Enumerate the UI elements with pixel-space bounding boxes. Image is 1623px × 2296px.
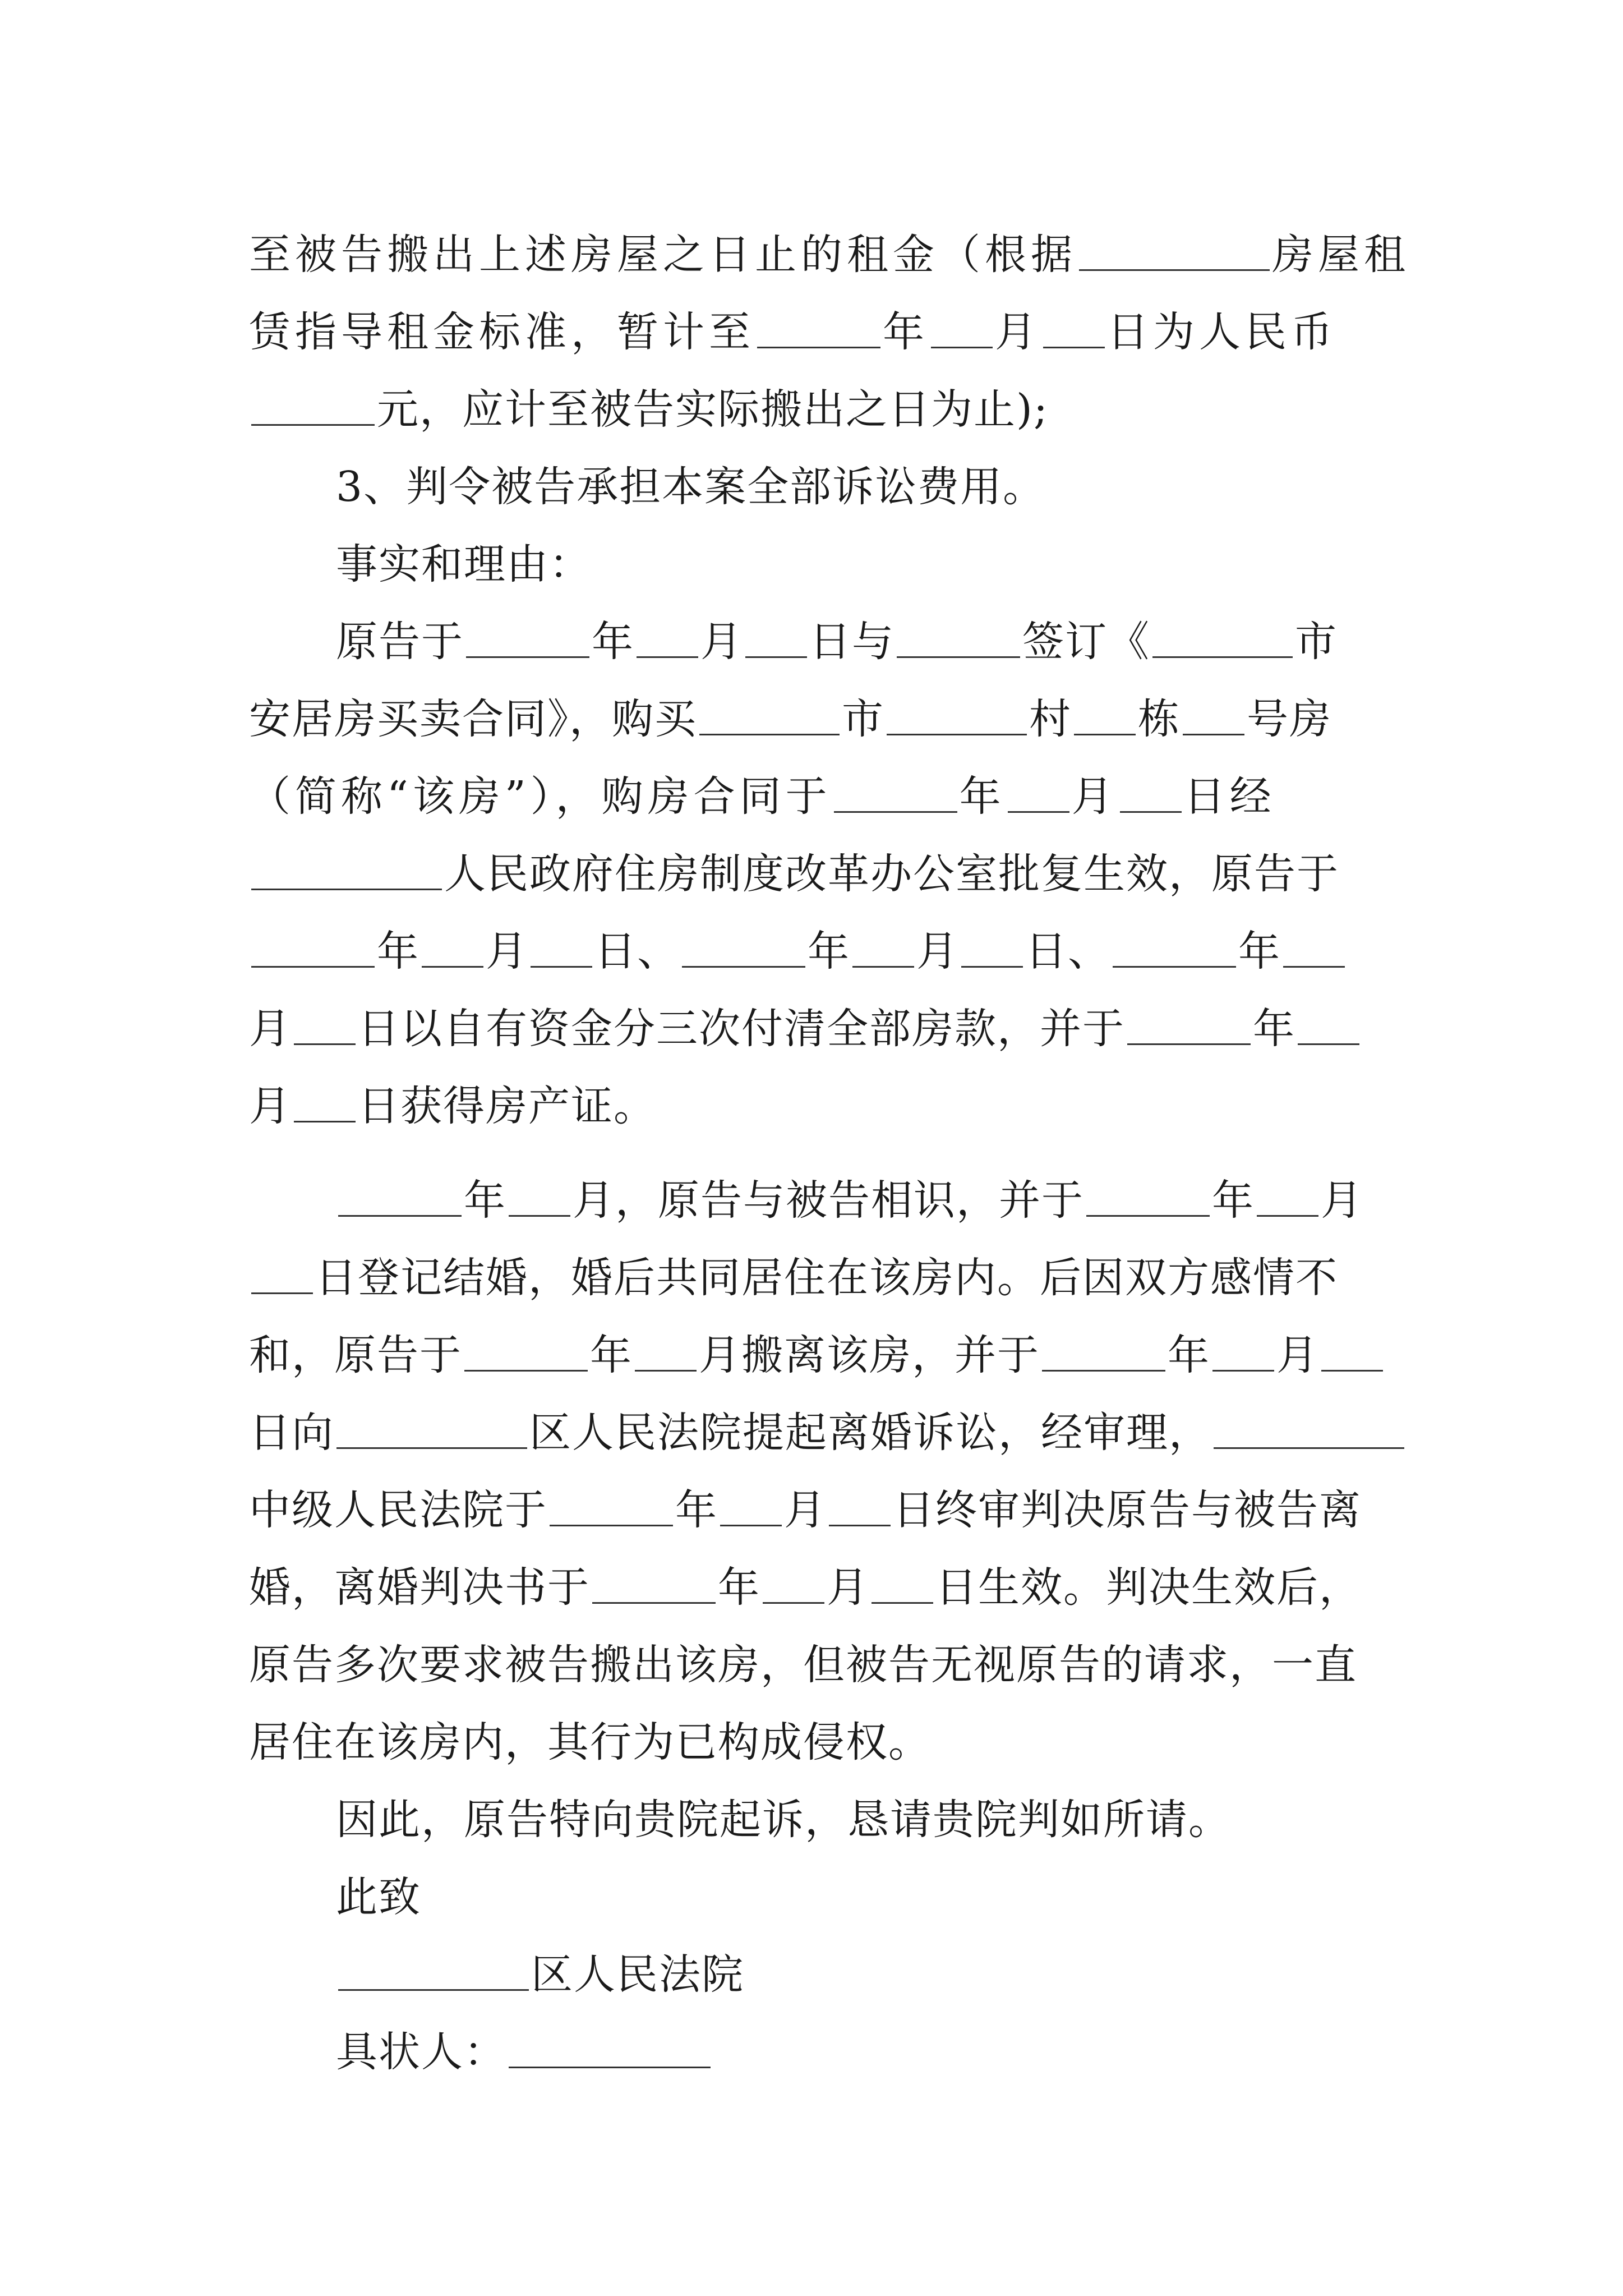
text-line [249,371,1393,448]
fill-blank [872,1568,933,1604]
text-segment: 中级人民法院于 [249,1486,547,1534]
text-segment: 日终审判决原告与被告离 [893,1486,1362,1534]
text-segment: 月，原告与被告相识，并于 [573,1176,1084,1225]
fill-blank [1283,932,1345,968]
text-segment: 村 [1029,695,1072,743]
fill-blank [251,932,375,968]
text-segment: 日、 [594,927,680,976]
text-segment: 居住在该房内，其行为已构成侵权。 [249,1718,931,1766]
fill-blank [682,932,805,968]
text-segment: 日生效。判决生效后， [935,1563,1362,1612]
text-segment: 月 [700,618,743,666]
text-segment: 3、判令被告承担本案全部诉讼费用。 [336,463,1046,511]
text-segment: 月 [1276,1331,1319,1379]
text-segment: 月 [249,1005,292,1053]
fill-blank [1183,700,1244,735]
text-line [249,1068,1393,1145]
fill-blank [251,855,442,890]
fill-blank [1298,1010,1359,1045]
fill-blank [1152,623,1293,658]
text-segment: 赁指导租金标准，暂计至 [249,308,755,356]
paragraph-gap [249,1145,1393,1162]
fill-blank [338,1955,529,1991]
text-segment: 月 [1071,772,1118,821]
text-segment: 年 [592,618,634,666]
text-segment: 市 [1295,618,1338,666]
text-segment: 年 [377,927,419,976]
fill-blank [635,1336,697,1372]
fill-blank [763,1568,824,1604]
fill-blank [897,623,1020,658]
text-segment: （简称“该房”），购房合同于 [249,772,832,821]
fill-blank [1212,1336,1274,1372]
text-segment: 年 [1212,1176,1255,1225]
fill-blank [466,623,589,658]
text-segment: 和，原告于 [249,1331,462,1379]
fill-blank [834,777,957,813]
text-segment: 日经 [1183,772,1276,821]
fill-blank [336,1414,527,1449]
text-segment: 因此，原告特向贵院起诉，恳请贵院判如所请。 [336,1796,1231,1844]
fill-blank [338,1181,462,1217]
fill-blank [294,1087,356,1122]
text-segment: 年 [464,1176,506,1225]
text-segment: 月 [784,1486,827,1534]
text-segment: 婚，离婚判决书于 [249,1563,590,1612]
text-segment: 日以自有资金分三次付清全部房款，并于 [358,1005,1125,1053]
text-segment: 月 [995,308,1041,356]
fill-blank [1113,932,1236,968]
fill-blank [745,623,807,658]
text-line [249,758,1393,835]
text-line [249,1471,1393,1549]
text-segment: 月 [1321,1176,1363,1225]
fill-blank [887,700,1027,735]
signature-line [249,2013,1393,2091]
fill-blank [550,1491,673,1526]
text-line [249,1781,1393,1858]
fill-blank [1008,777,1069,813]
text-line [249,1394,1393,1471]
text-segment: 年 [883,308,929,356]
text-line [249,448,1393,526]
text-segment: 签订《 [1022,618,1150,666]
fill-blank [1321,1336,1383,1372]
text-segment: 具状人： [336,2028,506,2076]
text-segment: 区人民法院提起离婚诉讼，经审理， [529,1409,1211,1457]
text-segment: 市 [842,695,884,743]
text-segment: 年 [1253,1005,1295,1053]
text-line [249,990,1393,1068]
document-page [249,216,1410,2091]
text-line [249,1162,1393,1239]
text-segment: 日登记结婚，婚后共同居住在该房内。后因双方感情不 [315,1254,1338,1302]
section-heading [249,526,1393,603]
text-segment: 日为人民币 [1107,308,1337,356]
fill-blank [757,313,880,348]
fill-blank [422,932,483,968]
text-segment: 区人民法院 [531,1950,744,1999]
text-segment: 至被告搬出上述房屋之日止的租金（根据 [249,231,1077,279]
fill-blank [1120,777,1182,813]
text-segment: 月 [249,1082,292,1130]
text-line [249,1239,1393,1317]
fill-blank [464,1336,588,1372]
text-line [249,835,1393,913]
closing-salutation [249,1858,1393,1936]
text-segment: 日获得房产证。 [358,1082,656,1130]
fill-blank [531,932,592,968]
text-segment: 此致 [336,1873,421,1921]
fill-blank [699,700,840,735]
fill-blank [1074,700,1136,735]
text-segment: 原告多次要求被告搬出该房，但被告无视原告的请求，一直 [249,1641,1357,1689]
text-segment: 原告于 [336,618,464,666]
text-segment: 安居房买卖合同》，购买 [249,695,697,743]
fill-blank [961,932,1023,968]
text-segment: 年 [808,927,850,976]
fill-blank [1086,1181,1210,1217]
text-segment: 房屋租 [1272,231,1410,279]
fill-blank [1079,236,1270,271]
text-line [249,1704,1393,1781]
text-line [249,293,1393,371]
fill-blank [637,623,698,658]
text-line [249,913,1393,990]
text-segment: 人民政府住房制度改革办公室批复生效，原告于 [444,850,1339,898]
text-segment: 年 [1168,1331,1210,1379]
fill-blank [720,1491,782,1526]
fill-blank [1257,1181,1318,1217]
text-segment: 事实和理由： [336,540,592,588]
text-segment: 年 [959,772,1006,821]
text-segment: 栋 [1138,695,1181,743]
text-segment: 年 [718,1563,760,1612]
fill-blank [251,1259,313,1294]
fill-blank [592,1568,716,1604]
text-segment: 日与 [809,618,895,666]
text-line [249,603,1393,680]
fill-blank [1214,1414,1404,1449]
text-segment: 元，应计至被告实际搬出之日为止); [377,385,1049,434]
text-segment: 月搬离该房，并于 [699,1331,1040,1379]
text-segment: 年 [1238,927,1281,976]
text-line [249,680,1393,758]
text-line [249,1317,1393,1394]
fill-blank [829,1491,891,1526]
fill-blank [251,390,375,426]
fill-blank [1043,313,1105,348]
fill-blank [852,932,914,968]
fill-blank [1042,1336,1165,1372]
court-addressee [249,1936,1393,2013]
text-segment: 月 [827,1563,869,1612]
text-segment: 日向 [249,1409,334,1457]
fill-blank [509,2033,711,2068]
fill-blank [931,313,993,348]
text-line [249,1626,1393,1704]
text-segment: 号房 [1247,695,1332,743]
text-segment: 日、 [1025,927,1110,976]
text-segment: 年 [590,1331,633,1379]
fill-blank [509,1181,570,1217]
fill-blank [1127,1010,1251,1045]
text-line [249,1549,1393,1626]
text-segment: 年 [675,1486,718,1534]
text-line [249,216,1410,293]
text-segment: 月 [486,927,528,976]
text-segment: 月 [916,927,959,976]
fill-blank [294,1010,356,1045]
